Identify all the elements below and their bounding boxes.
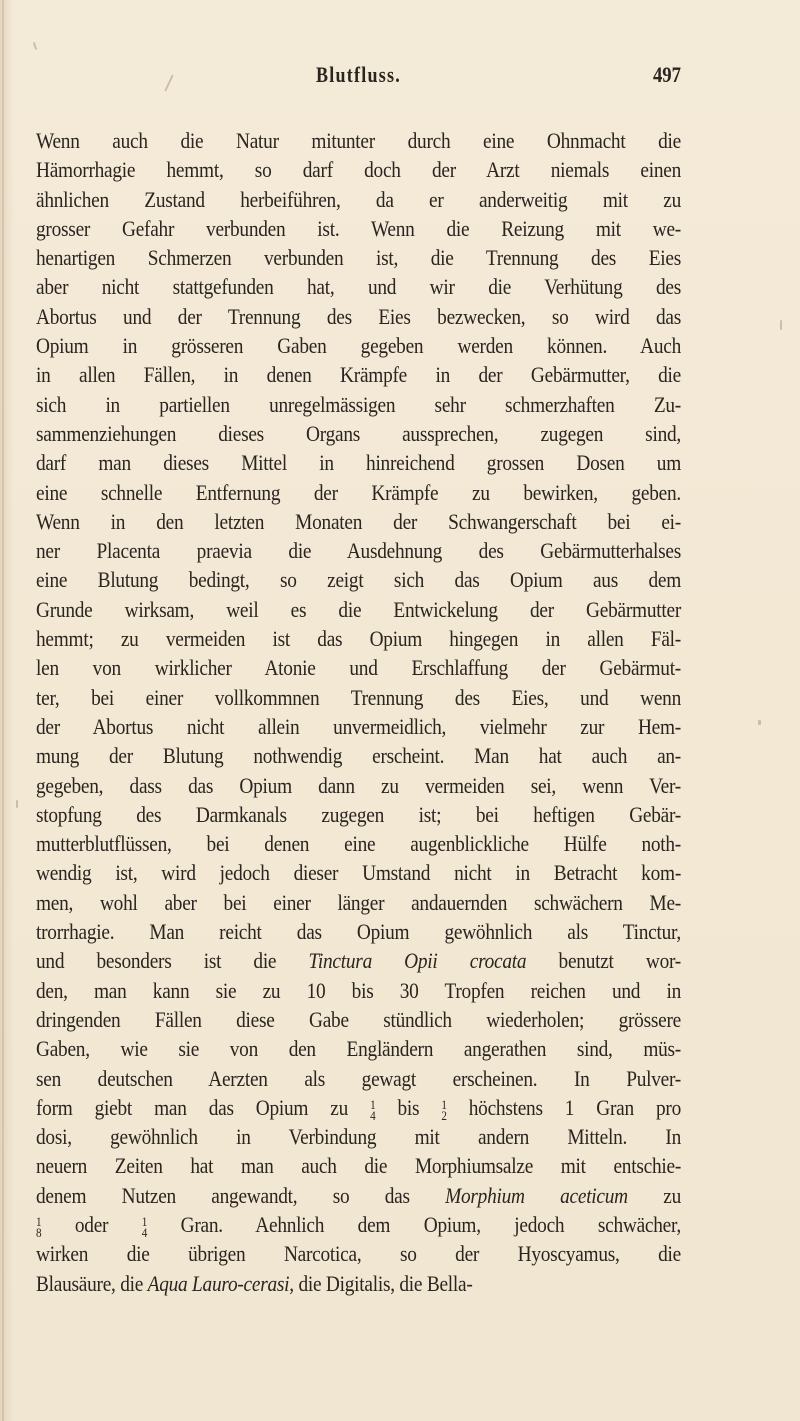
running-title: Blutfluss. — [316, 62, 401, 87]
text-line: hemmt; zu vermeiden ist das Opium hingegen in allen Fäl- — [36, 626, 681, 652]
text-fragment: zu — [627, 1182, 681, 1208]
italic-term: Morphium aceticum — [445, 1182, 628, 1208]
paper-speck — [33, 42, 38, 50]
text-line: sammenziehungen dieses Organs aussprechen, zugegen sind, — [36, 420, 681, 446]
text-line — [36, 1210, 681, 1239]
page-edge — [2, 0, 4, 1421]
paper-speck — [780, 320, 782, 330]
text-fragment: Blausäure, die — [36, 1270, 148, 1296]
fraction-numerator: 1 — [141, 1213, 148, 1229]
text-line — [36, 946, 681, 975]
text-line: sen deutschen Aerzten als gewagt erscheinen. In Pulver- — [36, 1065, 681, 1091]
text-line — [36, 1181, 681, 1210]
text-fragment: Gran. Aehnlich dem Opium, jedoch schwächer, — [147, 1211, 682, 1237]
page-header — [36, 62, 681, 98]
text-line: den, man kann sie zu 10 bis 30 Tropfen reichen und in — [36, 977, 681, 1003]
page-number: 497 — [652, 62, 681, 87]
text-line: grosser Gefahr verbunden ist. Wenn die Reizung mit we- — [36, 215, 681, 241]
text-line — [36, 1093, 681, 1122]
text-line: in allen Fällen, in denen Krämpfe in der Gebärmutter, die — [36, 362, 681, 388]
fraction-denominator: 8 — [36, 1224, 42, 1240]
text-line: neuern Zeiten hat man auch die Morphiumsalze mit entschie- — [36, 1153, 681, 1179]
text-line: Grunde wirksam, weil es die Entwickelung der Gebärmutter — [36, 596, 681, 622]
text-fragment: höchstens 1 Gran pro — [446, 1094, 681, 1120]
fraction-denominator: 2 — [441, 1107, 447, 1123]
text-fragment: oder — [41, 1211, 142, 1237]
text-line: sich in partiellen unregelmässigen sehr schmerzhaften Zu- — [36, 391, 681, 417]
text-line: eine Blutung bedingt, so zeigt sich das Opium aus dem — [36, 567, 681, 593]
italic-term: Aqua Lauro-cerasi, — [147, 1270, 294, 1296]
text-fragment: bis — [375, 1094, 442, 1120]
text-fragment: form giebt man das Opium zu — [36, 1094, 371, 1120]
text-line: stopfung des Darmkanals zugegen ist; bei heftigen Gebär- — [36, 801, 681, 827]
text-line — [36, 1269, 681, 1298]
fraction-numerator: 1 — [36, 1213, 42, 1229]
text-fragment: und besonders ist die — [36, 948, 309, 974]
text-line: ter, bei einer vollkommnen Trennung des Eies, und wenn — [36, 684, 681, 710]
text-line: Gaben, wie sie von den Engländern angerathen sind, müs- — [36, 1036, 681, 1062]
text-line: Wenn auch die Natur mitunter durch eine Ohnmacht die — [36, 128, 681, 153]
text-fragment: benutzt wor- — [526, 948, 681, 974]
text-line: ner Placenta praevia die Ausdehnung des Gebärmutterhalses — [36, 538, 681, 564]
text-line: gegeben, dass das Opium dann zu vermeiden sei, wenn Ver- — [36, 772, 681, 798]
text-line: mutterblutflüssen, bei denen eine augenblickliche Hülfe noth- — [36, 831, 681, 857]
text-line: eine schnelle Entfernung der Krämpfe zu bewirken, geben. — [36, 479, 681, 505]
fraction-numerator: 1 — [441, 1096, 447, 1112]
text-line: dosi, gewöhnlich in Verbindung mit andern Mitteln. In — [36, 1124, 681, 1150]
text-fragment: die Digitalis, die Bella- — [293, 1270, 473, 1296]
text-line: henartigen Schmerzen verbunden ist, die Trennung des Eies — [36, 245, 681, 271]
text-line: Wenn in den letzten Monaten der Schwangerschaft bei ei- — [36, 508, 681, 534]
fraction-numerator: 1 — [370, 1096, 376, 1112]
text-line: dringenden Fällen diese Gabe stündlich wiederholen; grössere — [36, 1006, 681, 1032]
text-line: wendig ist, wird jedoch dieser Umstand nicht in Betracht kom- — [36, 860, 681, 886]
text-line: wirken die übrigen Narcotica, so der Hyoscyamus, die — [36, 1241, 681, 1267]
text-line: Hämorrhagie hemmt, so darf doch der Arzt niemals einen — [36, 157, 681, 183]
text-line: ähnlichen Zustand herbeiführen, da er anderweitig mit zu — [36, 186, 681, 212]
text-line: Opium in grösseren Gaben gegeben werden können. Auch — [36, 333, 681, 359]
text-line: Abortus und der Trennung des Eies bezwecken, so wird das — [36, 303, 681, 329]
text-line: der Abortus nicht allein unvermeidlich, vielmehr zur Hem- — [36, 713, 681, 739]
paper-speck — [16, 800, 18, 808]
text-line: trorrhagie. Man reicht das Opium gewöhnlich als Tinctur, — [36, 919, 681, 945]
text-line: mung der Blutung nothwendig erscheint. Man hat auch an- — [36, 743, 681, 769]
text-line: men, wohl aber bei einer länger andauernden schwächern Me- — [36, 889, 681, 915]
text-line: aber nicht stattgefunden hat, und wir die Verhütung des — [36, 274, 681, 300]
fraction-denominator: 4 — [370, 1107, 376, 1123]
body-text — [36, 126, 681, 1298]
paper-speck — [758, 720, 761, 725]
text-line: darf man dieses Mittel in hinreichend grossen Dosen um — [36, 450, 681, 476]
text-fragment: denem Nutzen angewandt, so das — [36, 1182, 446, 1208]
text-line: len von wirklicher Atonie und Erschlaffung der Gebärmut- — [36, 655, 681, 681]
fraction-denominator: 4 — [141, 1224, 148, 1240]
italic-term: Tinctura Opii crocata — [308, 948, 527, 974]
